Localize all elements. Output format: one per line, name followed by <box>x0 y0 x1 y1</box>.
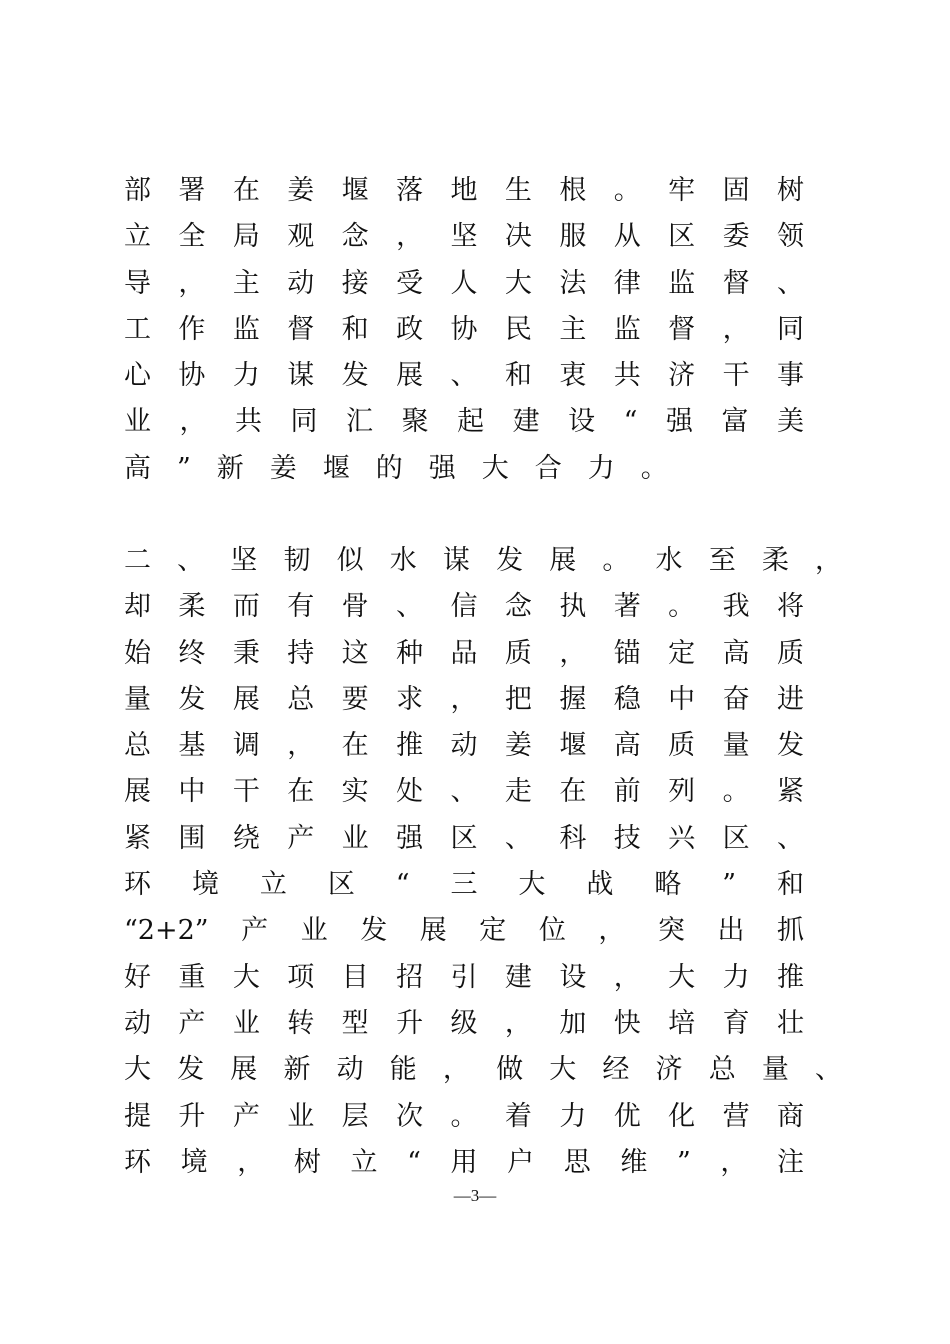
text-line: 环境立区“三大战略”和 <box>124 869 804 901</box>
text-line: 总基调，在推动姜堰高质量发 <box>124 730 804 762</box>
paragraph-2 <box>124 538 844 1186</box>
text-line: 心协力谋发展、和衷共济干事 <box>124 360 804 392</box>
text-line: 高”新姜堰的强大合力。 <box>124 452 694 484</box>
paragraph-1 <box>124 168 844 492</box>
text-line: 立全局观念，坚决服从区委领 <box>124 221 804 253</box>
text-line: 导，主动接受人大法律监督、 <box>124 267 804 299</box>
text-line: 业，共同汇聚起建设“强富美 <box>124 406 804 438</box>
text-line: 部署在姜堰落地生根。牢固树 <box>124 175 804 206</box>
text-line: 动产业转型升级，加快培育壮 <box>124 1007 804 1039</box>
text-line: 二、坚韧似水谋发展。水至柔， <box>124 545 842 576</box>
text-line: 提升产业层次。着力优化营商 <box>124 1100 804 1132</box>
text-line: 工作监督和政协民主监督，同 <box>124 313 804 345</box>
text-line: 环境，树立“用户思维”，注 <box>124 1146 804 1178</box>
text-line: 大发展新动能，做大经济总量、 <box>124 1054 842 1086</box>
text-line: 展中干在实处、走在前列。紧 <box>124 776 804 808</box>
text-line: 却柔而有骨、信念执著。我将 <box>124 591 804 623</box>
text-line: “2+2”产业发展定位，突出抓 <box>124 915 804 947</box>
text-line: 始终秉持这种品质，锚定高质 <box>124 637 804 669</box>
text-line: 好重大项目招引建设，大力推 <box>124 961 804 993</box>
text-line: 紧围绕产业强区、科技兴区、 <box>124 822 804 854</box>
text-line: 量发展总要求，把握稳中奋进 <box>124 683 804 715</box>
page-number: —3— <box>453 1186 497 1205</box>
